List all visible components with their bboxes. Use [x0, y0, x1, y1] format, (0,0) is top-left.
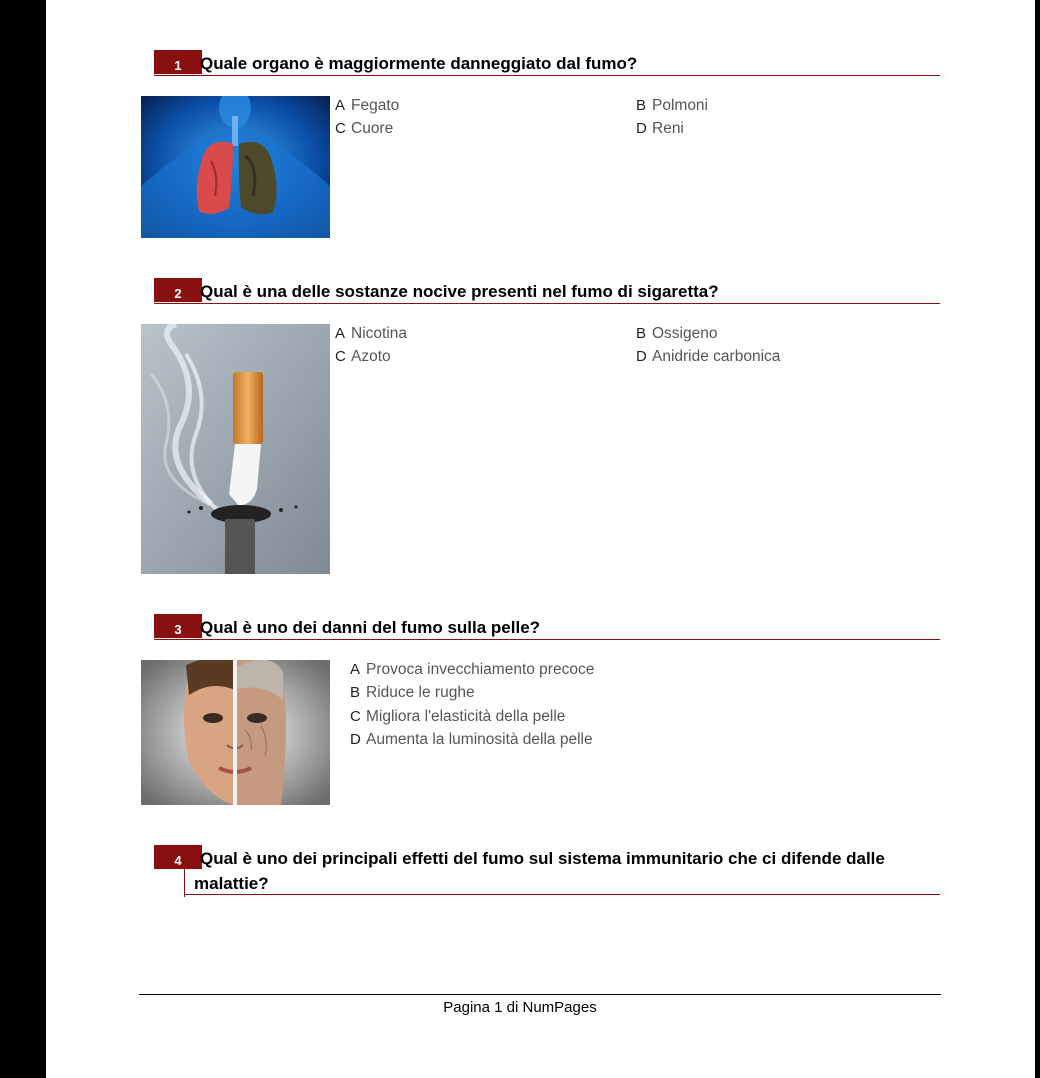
question-underline: [154, 303, 940, 304]
cigarette-smoke-image: [141, 324, 330, 574]
option-d[interactable]: [636, 347, 780, 367]
question-number: 2: [154, 278, 202, 302]
option-letter: D: [636, 120, 647, 137]
option-text: Fegato: [351, 97, 400, 114]
page-footer: Pagina 1 di NumPages: [443, 999, 597, 1016]
question-text: Qual è uno dei danni del fumo sulla pelle?: [200, 618, 541, 637]
option-a[interactable]: [335, 324, 407, 344]
option-text: Polmoni: [652, 97, 708, 114]
question-text: Quale organo è maggiormente danneggiato dal fumo?: [200, 54, 638, 73]
option-c[interactable]: [335, 347, 391, 367]
option-letter: A: [335, 97, 346, 114]
question-header: [46, 278, 1035, 318]
option-c[interactable]: [350, 707, 565, 727]
option-a[interactable]: [335, 96, 399, 116]
option-letter: A: [335, 325, 346, 342]
option-d[interactable]: [636, 119, 684, 139]
option-text: Anidride carbonica: [652, 348, 781, 365]
option-d[interactable]: [350, 730, 593, 750]
option-letter: C: [350, 708, 361, 725]
option-text: Migliora l'elasticità della pelle: [366, 708, 566, 725]
question-header: [46, 50, 1035, 90]
option-letter: B: [636, 97, 647, 114]
option-b[interactable]: [636, 96, 708, 116]
option-letter: C: [335, 120, 346, 137]
question-underline: [154, 639, 940, 640]
document-page: [46, 0, 1035, 1078]
question-number: 1: [154, 50, 202, 74]
option-letter: A: [350, 661, 361, 678]
option-letter: D: [350, 731, 361, 748]
lungs-anatomy-image: [141, 96, 330, 238]
option-text: Aumenta la luminosità della pelle: [366, 731, 593, 748]
question-underline: [184, 894, 940, 895]
question-underline: [154, 75, 940, 76]
option-b[interactable]: [636, 324, 717, 344]
question-left-bar: [184, 869, 185, 897]
aging-face-image: [141, 660, 330, 805]
question-text: Qual è una delle sostanze nocive presenti nel fumo di sigaretta?: [200, 282, 719, 301]
option-text: Ossigeno: [652, 325, 718, 342]
option-letter: B: [350, 684, 361, 701]
option-text: Nicotina: [351, 325, 407, 342]
option-text: Provoca invecchiamento precoce: [366, 661, 595, 678]
option-text: Cuore: [351, 120, 394, 137]
option-a[interactable]: [350, 660, 594, 680]
question-number: 4: [154, 845, 202, 869]
question-text-continued: malattie?: [194, 874, 269, 893]
option-c[interactable]: [335, 119, 393, 139]
option-text: Azoto: [351, 348, 391, 365]
option-letter: C: [335, 348, 346, 365]
option-letter: B: [636, 325, 647, 342]
option-text: Reni: [652, 120, 684, 137]
question-header: [46, 614, 1035, 654]
question-number: 3: [154, 614, 202, 638]
option-text: Riduce le rughe: [366, 684, 475, 701]
option-letter: D: [636, 348, 647, 365]
question-text: Qual è uno dei principali effetti del fumo sul sistema immunitario che ci difende dalle: [200, 849, 885, 868]
footer-divider: [139, 994, 941, 995]
option-b[interactable]: [350, 683, 475, 703]
